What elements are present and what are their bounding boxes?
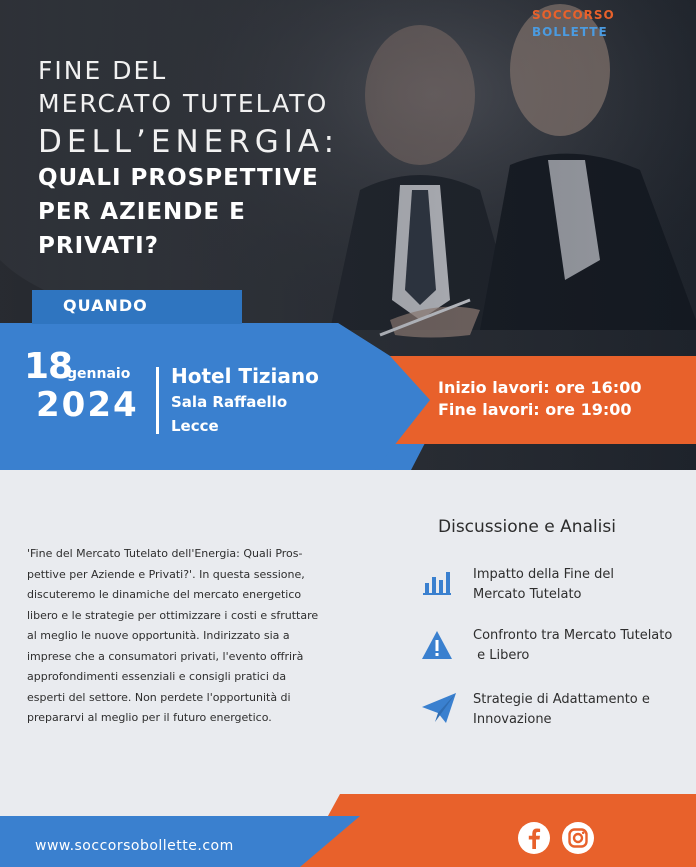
item-line: e Libero bbox=[473, 648, 530, 663]
item-line: Strategie di Adattamento e bbox=[473, 692, 650, 707]
event-year: 2024 bbox=[36, 385, 139, 425]
description-line: 'Fine del Mercato Tutelato dell'Energia: Quali Pros- bbox=[27, 547, 303, 560]
discussion-item-3 bbox=[473, 690, 683, 730]
instagram-icon[interactable] bbox=[561, 821, 595, 855]
item-line: Mercato Tutelato bbox=[473, 587, 582, 602]
description-line: imprese che a consumatori privati, l'evento offrirà bbox=[27, 649, 304, 663]
description-line: esperti del settore. Non perdete l'opportunità di bbox=[27, 690, 291, 704]
facebook-icon[interactable] bbox=[517, 821, 551, 855]
venue-room: Sala Raffaello bbox=[171, 393, 288, 411]
description-line: al meglio le nuove opportunità. Indirizzato sia a bbox=[27, 629, 290, 642]
description-line: pettive per Aziende e Privati?'. In questa sessione, bbox=[27, 567, 305, 581]
start-time: Inizio lavori: ore 16:00 bbox=[438, 378, 642, 397]
discussion-item-2 bbox=[473, 626, 695, 666]
description-line: approfondimenti essenziali e consigli pratici da bbox=[27, 670, 287, 683]
item-line: Innovazione bbox=[473, 712, 552, 727]
event-day: 18 bbox=[24, 346, 73, 387]
title-line-6: PRIVATI? bbox=[38, 233, 159, 259]
end-time: Fine lavori: ore 19:00 bbox=[438, 400, 632, 419]
description-line: discuteremo le dinamiche del mercato energetico bbox=[27, 588, 302, 601]
title-line-2: MERCATO TUTELATO bbox=[38, 89, 329, 118]
discussion-title: Discussione e Analisi bbox=[438, 517, 616, 537]
item-line: Confronto tra Mercato Tutelato bbox=[473, 628, 673, 643]
when-label: QUANDO bbox=[63, 296, 148, 315]
title-line-1: FINE DEL bbox=[38, 56, 168, 85]
event-month: gennaio bbox=[67, 366, 131, 382]
description-line: prepararvi al meglio per il futuro energetico. bbox=[27, 711, 272, 724]
date-divider bbox=[156, 367, 159, 434]
warning-icon bbox=[421, 630, 453, 660]
when-tab bbox=[32, 290, 242, 324]
title-line-5: PER AZIENDE E bbox=[38, 199, 246, 225]
paper-plane-icon bbox=[421, 692, 457, 724]
brand-logo-bottom: BOLLETTE bbox=[532, 25, 608, 39]
brand-logo-top: SOCCORSO bbox=[532, 8, 615, 22]
discussion-item-1 bbox=[473, 565, 673, 605]
event-description bbox=[27, 544, 327, 729]
venue-name: Hotel Tiziano bbox=[171, 364, 319, 388]
title-line-4: QUALI PROSPETTIVE bbox=[38, 165, 319, 191]
website-link[interactable]: www.soccorsobollette.com bbox=[35, 838, 234, 854]
title-line-3: DELL’ENERGIA: bbox=[38, 124, 340, 160]
description-line: libero e le strategie per ottimizzare i costi e sfruttare bbox=[27, 608, 319, 622]
bar-chart-icon bbox=[423, 569, 451, 595]
venue-city: Lecce bbox=[171, 417, 219, 435]
item-line: Impatto della Fine del bbox=[473, 567, 614, 582]
